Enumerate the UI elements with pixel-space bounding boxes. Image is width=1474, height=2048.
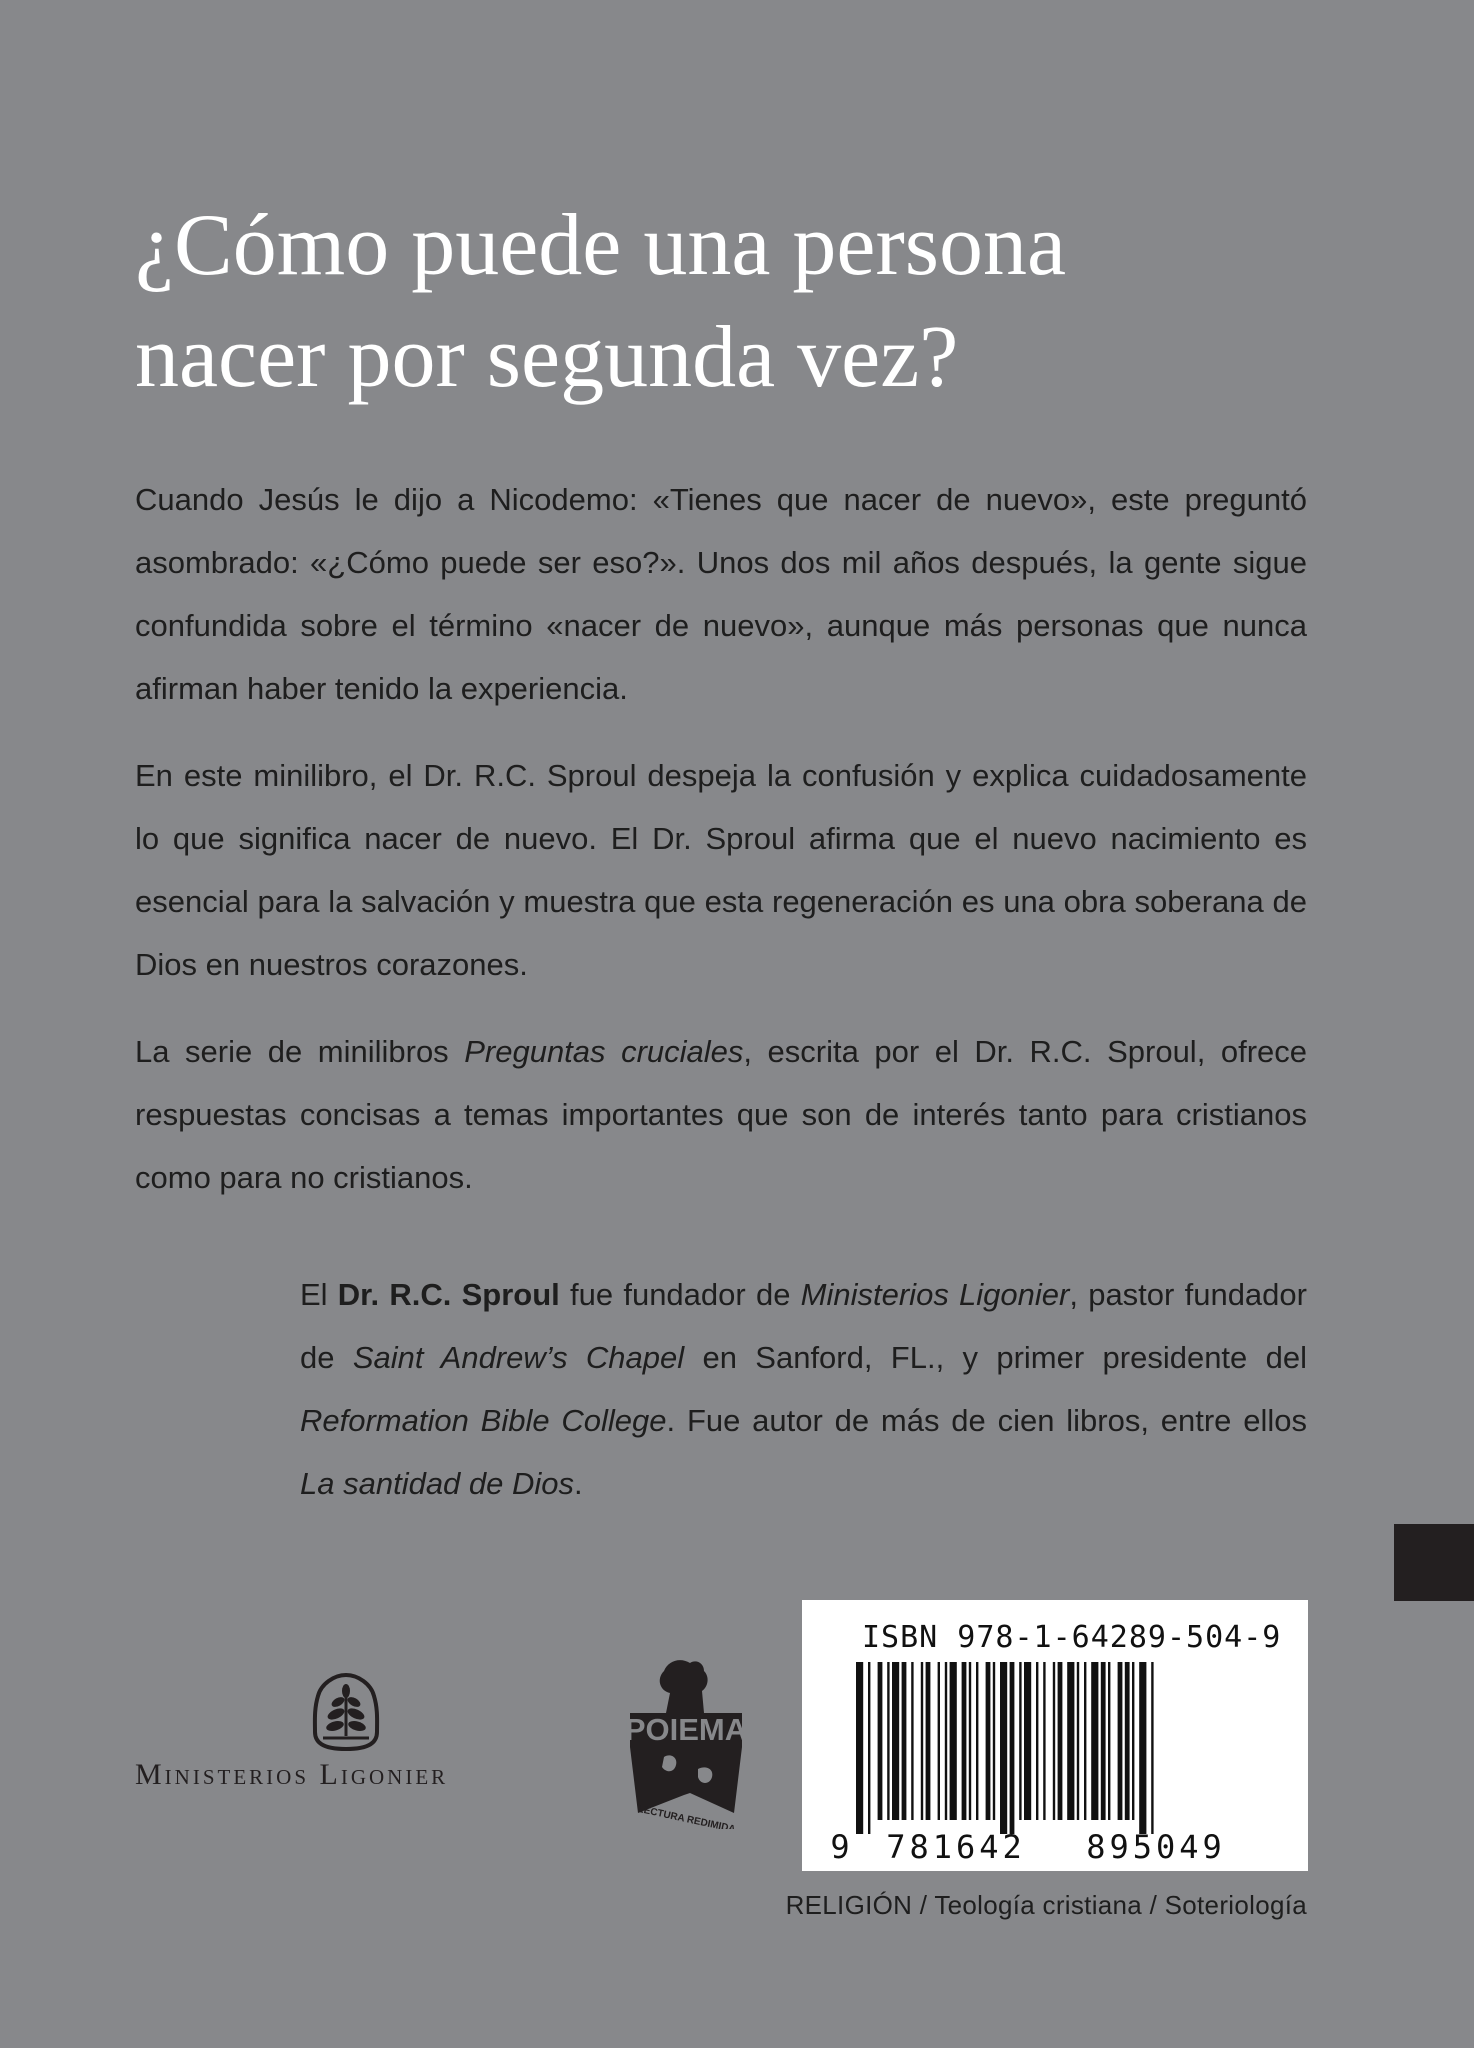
barcode-bar xyxy=(1132,1662,1134,1820)
barcode-bar xyxy=(868,1662,870,1834)
barcode-digit-first: 9 xyxy=(830,1828,850,1862)
ligonier-tree-icon xyxy=(311,1672,381,1752)
barcode-bar xyxy=(950,1662,957,1820)
bio-org-chapel: Saint Andrew’s Chapel xyxy=(352,1340,685,1375)
barcode-bar xyxy=(926,1662,931,1820)
barcode-bar xyxy=(1024,1662,1031,1820)
barcode-bar xyxy=(911,1662,913,1820)
barcode-bar xyxy=(1067,1662,1074,1820)
barcode-bar xyxy=(1077,1662,1079,1820)
barcode-bar xyxy=(993,1662,995,1820)
spine-tab xyxy=(1394,1524,1474,1601)
author-name: Dr. R.C. Sproul xyxy=(337,1277,560,1312)
category-label: RELIGIÓN / Teología cristiana / Soteriología xyxy=(785,1890,1307,1920)
barcode-bar xyxy=(887,1662,889,1820)
barcode-bar xyxy=(1043,1662,1045,1820)
isbn-label: ISBN 978-1-64289-504-9 xyxy=(862,1620,1282,1655)
barcode-bar xyxy=(902,1662,907,1820)
barcode-bars xyxy=(856,1662,1154,1834)
barcode-bar xyxy=(1101,1662,1106,1820)
barcode-bar xyxy=(1053,1662,1055,1820)
barcode-bar xyxy=(1151,1662,1153,1834)
barcode-bar xyxy=(976,1662,978,1820)
author-bio-paragraph xyxy=(300,1263,1307,1515)
bio-text-2: fue fundador de xyxy=(559,1277,801,1312)
barcode-bar xyxy=(1108,1662,1110,1820)
isbn-barcode xyxy=(802,1600,1308,1871)
bio-text-3: , pastor fundador de xyxy=(300,1277,1307,1375)
barcode-bar xyxy=(1010,1662,1015,1834)
barcode-digits-group-1: 781642 xyxy=(886,1828,1026,1862)
synopsis-paragraph-2: En este minilibro, el Dr. R.C. Sproul despeja la confusión y explica cuidadosamente lo que significa nacer de nuevo. El Dr. Sproul afirma que el nuevo nacimiento es esencial para la salvación y muestra que esta regeneración es una obra soberana de Dios en nuestros corazones. xyxy=(135,758,1307,982)
series-intro-text: La serie de minilibros xyxy=(135,1034,465,1069)
barcode-bar xyxy=(856,1662,863,1834)
barcode-bar xyxy=(1084,1662,1086,1820)
bio-text-1: El xyxy=(300,1277,338,1312)
bio-text-5: . Fue autor de más de cien libros, entre ellos xyxy=(666,1403,1307,1438)
barcode-bar xyxy=(1000,1662,1007,1834)
poiema-logo xyxy=(624,1657,749,1829)
poiema-name: POIEMA xyxy=(624,1712,748,1747)
headline-line-2: nacer por segunda vez? xyxy=(135,309,959,406)
barcode-bar xyxy=(921,1662,923,1820)
barcode-bar xyxy=(945,1662,947,1820)
poiema-tagline: LECTURA REDIMIDA xyxy=(636,1803,737,1829)
bio-org-college: Reformation Bible College xyxy=(300,1403,667,1438)
synopsis xyxy=(135,468,1307,1209)
barcode-bar xyxy=(1058,1662,1063,1820)
barcode-bar xyxy=(1118,1662,1123,1820)
barcode-bar xyxy=(1091,1662,1098,1820)
poiema-reader-icon xyxy=(624,1657,749,1829)
ligonier-name: Ministerios Ligonier xyxy=(135,1758,449,1791)
barcode-bar xyxy=(1019,1662,1021,1820)
author-bio xyxy=(300,1263,1307,1515)
bio-text-6: . xyxy=(574,1466,583,1501)
barcode-graphic xyxy=(826,1662,1286,1862)
barcode-bar xyxy=(1125,1662,1130,1820)
synopsis-paragraph-3 xyxy=(135,1020,1307,1209)
barcode-bar xyxy=(878,1662,883,1820)
series-description-text: , escrita por el Dr. R.C. Sproul, ofrece respuestas concisas a temas importantes que son de interés tanto para cristianos como para no cristianos. xyxy=(135,1034,1308,1195)
headline-line-1: ¿Cómo puede una persona xyxy=(135,197,1067,294)
bio-text-4: en Sanford, FL., y primer presidente del xyxy=(684,1340,1307,1375)
barcode-bar xyxy=(892,1662,899,1820)
barcode-digits-group-2: 895049 xyxy=(1086,1828,1226,1862)
barcode-bar xyxy=(986,1662,991,1820)
series-title: Preguntas cruciales xyxy=(464,1034,744,1069)
book-headline xyxy=(135,190,1375,414)
barcode-bar xyxy=(962,1662,967,1820)
barcode-bar xyxy=(1139,1662,1146,1834)
ligonier-logo xyxy=(135,1672,565,1802)
bio-org-ligonier: Ministerios Ligonier xyxy=(800,1277,1070,1312)
synopsis-paragraph-1: Cuando Jesús le dijo a Nicodemo: «Tienes que nacer de nuevo», este preguntó asombrado: «¿Cómo puede ser eso?». Unos dos mil años después, la gente sigue confundida sobre el término «nacer de nuevo», aunque más personas que nunca afirman haber tenido la experiencia. xyxy=(135,482,1307,706)
barcode-bar xyxy=(969,1662,971,1820)
bio-book-title: La santidad de Dios xyxy=(300,1466,575,1501)
barcode-bar xyxy=(938,1662,940,1820)
barcode-bar xyxy=(1036,1662,1038,1820)
